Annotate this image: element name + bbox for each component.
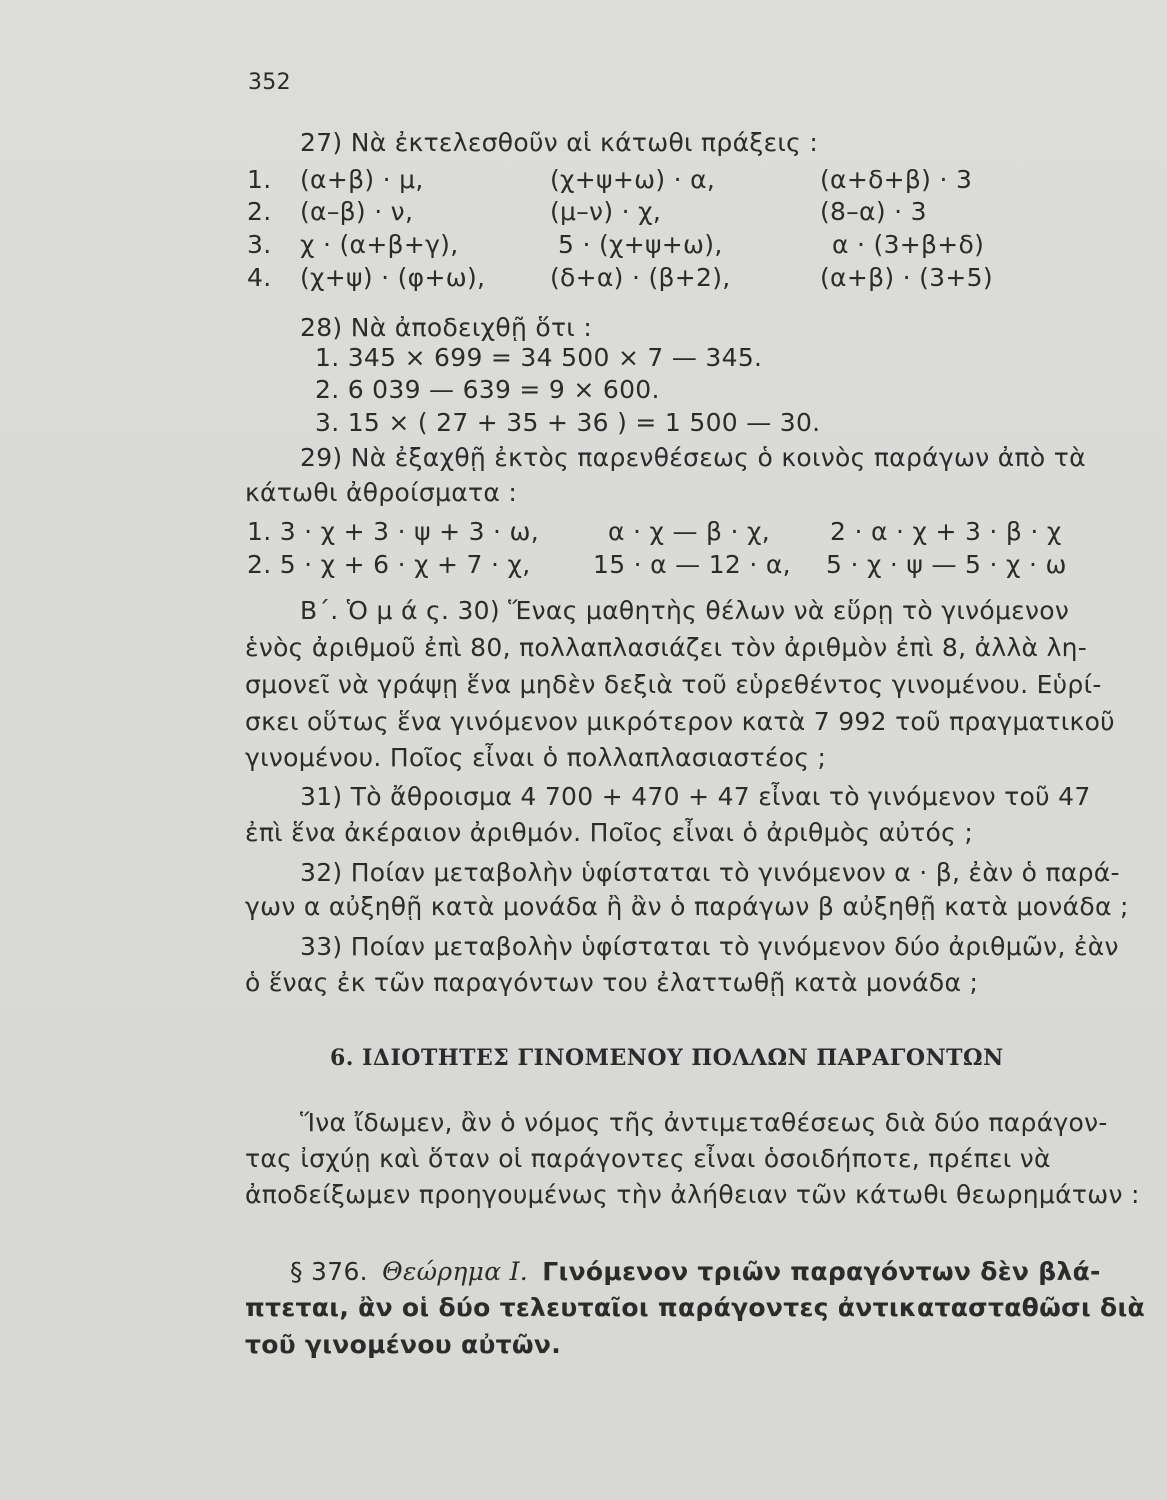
paragraph-line: ἀποδείξωμεν προηγουμένως τὴν ἀλήθειαν τῶν κάτωθι θεωρημάτων : xyxy=(245,1180,1140,1209)
ex29-expression: 15 · α — 12 · α, xyxy=(593,550,791,579)
paragraph-line: ἑνὸς ἀριθμοῦ ἐπὶ 80, πολλαπλασιάζει τὸν ἀριθμὸν ἐπὶ 8, ἀλλὰ λη- xyxy=(245,633,1088,662)
ex29-expression: 5 · χ · ψ — 5 · χ · ω xyxy=(826,550,1067,579)
exercise-28-intro: 28) Νὰ ἀποδειχθῇ ὅτι : xyxy=(300,313,593,342)
page-number: 352 xyxy=(248,70,291,95)
theorem-statement: Γινόμενον τριῶν παραγόντων δὲν βλά- xyxy=(542,1257,1101,1286)
ex27-expression: (α–β) · ν, xyxy=(300,197,414,226)
paragraph-line: Ἵνα ἴδωμεν, ἂν ὁ νόμος τῆς ἀντιμεταθέσεως διὰ δύο παράγον- xyxy=(300,1108,1108,1137)
paragraph-line: τας ἰσχύῃ καὶ ὅταν οἱ παράγοντες εἶναι ὁσοιδήποτε, πρέπει νὰ xyxy=(245,1144,1051,1173)
theorem-statement: πτεται, ἂν οἱ δύο τελευταῖοι παράγοντες ἀντικατασταθῶσι διὰ xyxy=(245,1293,1145,1322)
theorem-label: Θεώρημα Ι. xyxy=(382,1257,529,1286)
paragraph-line: σμονεῖ νὰ γράψῃ ἕνα μηδὲν δεξιὰ τοῦ εὑρεθέντος γινομένου. Εὑρί- xyxy=(245,670,1102,699)
ex27-expression: χ · (α+β+γ), xyxy=(300,230,459,259)
ex27-expression: (α+β) · μ, xyxy=(300,165,424,194)
section-heading: 6. ΙΔΙΟΤΗΤΕΣ ΓΙΝΟΜΕΝΟΥ ΠΟΛΛΩΝ ΠΑΡΑΓΟΝΤΩΝ xyxy=(330,1045,1004,1071)
ex27-row-number: 3. xyxy=(247,230,272,259)
paragraph-line: σκει οὕτως ἕνα γινόμενον μικρότερον κατὰ 7 992 τοῦ πραγματικοῦ xyxy=(245,707,1115,736)
ex27-row-number: 1. xyxy=(247,165,272,194)
paragraph-line: γων α αὐξηθῇ κατὰ μονάδα ἢ ἂν ὁ παράγων β αὐξηθῇ κατὰ μονάδα ; xyxy=(245,892,1129,921)
ex27-expression: (α+δ+β) · 3 xyxy=(820,165,973,194)
ex27-expression: (χ+ψ) · (φ+ω), xyxy=(300,263,486,292)
ex27-expression: 5 · (χ+ψ+ω), xyxy=(558,230,723,259)
paragraph-line: 33) Ποίαν μεταβολὴν ὑφίσταται τὸ γινόμενον δύο ἀριθμῶν, ἐὰν xyxy=(300,932,1119,961)
ex27-expression: (μ–ν) · χ, xyxy=(550,197,662,226)
ex27-expression: (δ+α) · (β+2), xyxy=(550,263,731,292)
ex27-expression: α · (3+β+δ) xyxy=(832,230,985,259)
ex29-expression: 2 · α · χ + 3 · β · χ xyxy=(830,517,1062,546)
theorem-line-1 xyxy=(290,1257,1101,1286)
paragraph-line: 32) Ποίαν μεταβολὴν ὑφίσταται τὸ γινόμενον α · β, ἐὰν ὁ παρά- xyxy=(300,858,1120,887)
ex29-expression: 1. 3 · χ + 3 · ψ + 3 · ω, xyxy=(247,517,540,546)
ex29-expression: α · χ — β · χ, xyxy=(608,517,771,546)
paragraph-line: Β΄. Ὁ μ ά ς. 30) Ἕνας μαθητὴς θέλων νὰ εὕρῃ τὸ γινόμενον xyxy=(300,596,1070,625)
exercise-29-intro-cont: κάτωθι ἀθροίσματα : xyxy=(245,478,518,507)
paragraph-line: γινομένου. Ποῖος εἶναι ὁ πολλαπλασιαστέος ; xyxy=(245,743,827,772)
ex27-expression: (8–α) · 3 xyxy=(820,197,927,226)
paragraph-line: 31) Τὸ ἄθροισμα 4 700 + 470 + 47 εἶναι τὸ γινόμενον τοῦ 47 xyxy=(300,782,1091,811)
ex28-line: 1. 345 × 699 = 34 500 × 7 — 345. xyxy=(315,343,763,372)
exercise-27-intro: 27) Νὰ ἐκτελεσθοῦν αἱ κάτωθι πράξεις : xyxy=(300,128,819,157)
ex29-expression: 2. 5 · χ + 6 · χ + 7 · χ, xyxy=(247,550,531,579)
exercise-29-intro: 29) Νὰ ἐξαχθῇ ἐκτὸς παρενθέσεως ὁ κοινὸς παράγων ἀπὸ τὰ xyxy=(300,443,1086,472)
theorem-section-number: § 376. xyxy=(290,1257,368,1286)
ex27-row-number: 2. xyxy=(247,197,272,226)
ex28-line: 3. 15 × ( 27 + 35 + 36 ) = 1 500 — 30. xyxy=(315,408,821,437)
theorem-statement: τοῦ γινομένου αὐτῶν. xyxy=(245,1330,562,1359)
ex28-line: 2. 6 039 — 639 = 9 × 600. xyxy=(315,375,660,404)
ex27-expression: (χ+ψ+ω) · α, xyxy=(550,165,716,194)
ex27-expression: (α+β) · (3+5) xyxy=(820,263,993,292)
paragraph-line: ἐπὶ ἕνα ἀκέραιον ἀριθμόν. Ποῖος εἶναι ὁ ἀριθμὸς αὐτός ; xyxy=(245,818,974,847)
ex27-row-number: 4. xyxy=(247,263,272,292)
paragraph-line: ὁ ἕνας ἐκ τῶν παραγόντων του ἐλαττωθῇ κατὰ μονάδα ; xyxy=(245,968,979,997)
